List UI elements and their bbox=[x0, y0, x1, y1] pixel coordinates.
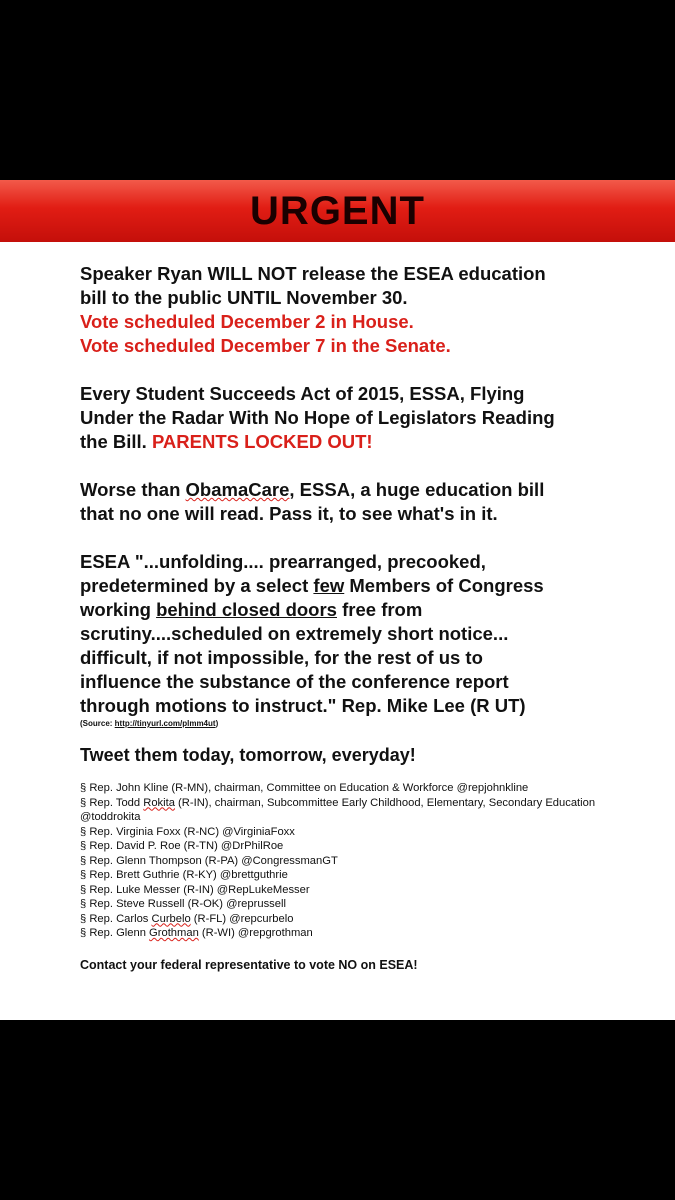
rep-text: § Rep. Todd bbox=[80, 796, 144, 809]
flyer-content bbox=[80, 262, 640, 973]
rep-list-item bbox=[80, 912, 640, 927]
flyer-sheet bbox=[0, 180, 675, 1020]
rep-list-item bbox=[80, 781, 640, 796]
rep-text: § Rep. David P. Roe (R-TN) @DrPhilRoe bbox=[80, 840, 284, 852]
rep-list-item bbox=[80, 825, 640, 840]
text-line: scrutiny....scheduled on extremely short notice... bbox=[80, 623, 509, 644]
text-line: through motions to instruct." Rep. Mike Lee (R UT) bbox=[80, 695, 526, 716]
rep-list-item bbox=[80, 868, 640, 883]
vote-senate-line: Vote scheduled December 7 in the Senate. bbox=[80, 335, 451, 356]
rep-text: § Rep. Carlos bbox=[80, 912, 152, 925]
text-line: Speaker Ryan WILL NOT release the ESEA education bbox=[80, 263, 546, 284]
rep-list-item bbox=[80, 796, 640, 825]
rep-list-item bbox=[80, 839, 640, 854]
spellcheck-word: Curbelo bbox=[151, 912, 191, 925]
text-line: Members of Congress bbox=[344, 575, 544, 596]
text-line: free from bbox=[336, 599, 423, 620]
rep-text: § Rep. Glenn Thompson (R-PA) @CongressmanGT bbox=[80, 854, 338, 867]
contact-cta: Contact your federal representative to vote NO on ESEA! bbox=[80, 957, 418, 972]
text-line: Every Student Succeeds Act of 2015, ESSA, Flying bbox=[80, 383, 525, 404]
rep-text: (R-WI) @repgrothman bbox=[198, 927, 313, 939]
rep-text: § Rep. Virginia Foxx (R-NC) @VirginiaFoxx bbox=[80, 825, 295, 838]
source-end: ) bbox=[215, 719, 219, 728]
rep-text: § Rep. Brett Guthrie (R-KY) @brettguthrie bbox=[80, 869, 288, 881]
rep-text: § Rep. Luke Messer (R-IN) @RepLukeMesser bbox=[80, 883, 310, 896]
text-line: that no one will read. Pass it, to see what's in it. bbox=[80, 503, 498, 524]
rep-list-item bbox=[80, 926, 640, 941]
text-line: , ESSA, a huge education bill bbox=[289, 479, 545, 500]
spellcheck-word: Rokita bbox=[143, 796, 175, 809]
rep-list-item bbox=[80, 883, 640, 898]
rep-list-item bbox=[80, 854, 640, 869]
rep-text: § Rep. John Kline (R-MN), chairman, Committee on Education & Workforce @repjohnkline bbox=[80, 782, 529, 794]
text-line: Under the Radar With No Hope of Legislators Reading bbox=[80, 407, 555, 428]
text-line: the Bill. bbox=[80, 431, 152, 452]
source-link[interactable]: http://tinyurl.com/plmm4ut bbox=[114, 719, 216, 728]
paragraph-obamacare bbox=[80, 478, 640, 526]
text-line: Worse than bbox=[80, 479, 186, 500]
representatives-list bbox=[80, 781, 640, 941]
rep-text: (R-IN), chairman, Subcommittee Early Childhood, Elementary, Secondary Education @toddrokita bbox=[80, 796, 596, 823]
tweet-heading: Tweet them today, tomorrow, everyday! bbox=[80, 745, 416, 765]
text-line: ESEA "...unfolding.... prearranged, precooked, bbox=[80, 551, 486, 572]
rep-text: § Rep. Glenn bbox=[80, 927, 150, 939]
underlined-word: few bbox=[313, 575, 345, 596]
spellcheck-word: Grothman bbox=[149, 927, 199, 939]
rep-text: § Rep. Steve Russell (R-OK) @reprussell bbox=[80, 898, 286, 910]
text-line: working bbox=[80, 599, 157, 620]
text-line: difficult, if not impossible, for the rest of us to bbox=[80, 647, 483, 668]
rep-text: (R-FL) @repcurbelo bbox=[190, 912, 294, 925]
text-line: influence the substance of the conference report bbox=[80, 671, 509, 692]
source-label: (Source: bbox=[80, 719, 115, 728]
spellcheck-word: ObamaCare bbox=[185, 479, 290, 500]
rep-list-item bbox=[80, 897, 640, 912]
text-line: bill to the public UNTIL November 30. bbox=[80, 287, 408, 308]
paragraph-essa bbox=[80, 382, 640, 454]
source-citation bbox=[80, 719, 640, 729]
text-line: predetermined by a select bbox=[80, 575, 314, 596]
banner-title: URGENT bbox=[250, 189, 425, 233]
paragraph-quote bbox=[80, 550, 640, 718]
urgent-banner bbox=[0, 180, 675, 242]
underlined-phrase: behind closed doors bbox=[156, 599, 337, 620]
parents-locked-out: PARENTS LOCKED OUT! bbox=[151, 431, 373, 452]
vote-house-line: Vote scheduled December 2 in House. bbox=[80, 311, 414, 332]
paragraph-release bbox=[80, 262, 640, 358]
